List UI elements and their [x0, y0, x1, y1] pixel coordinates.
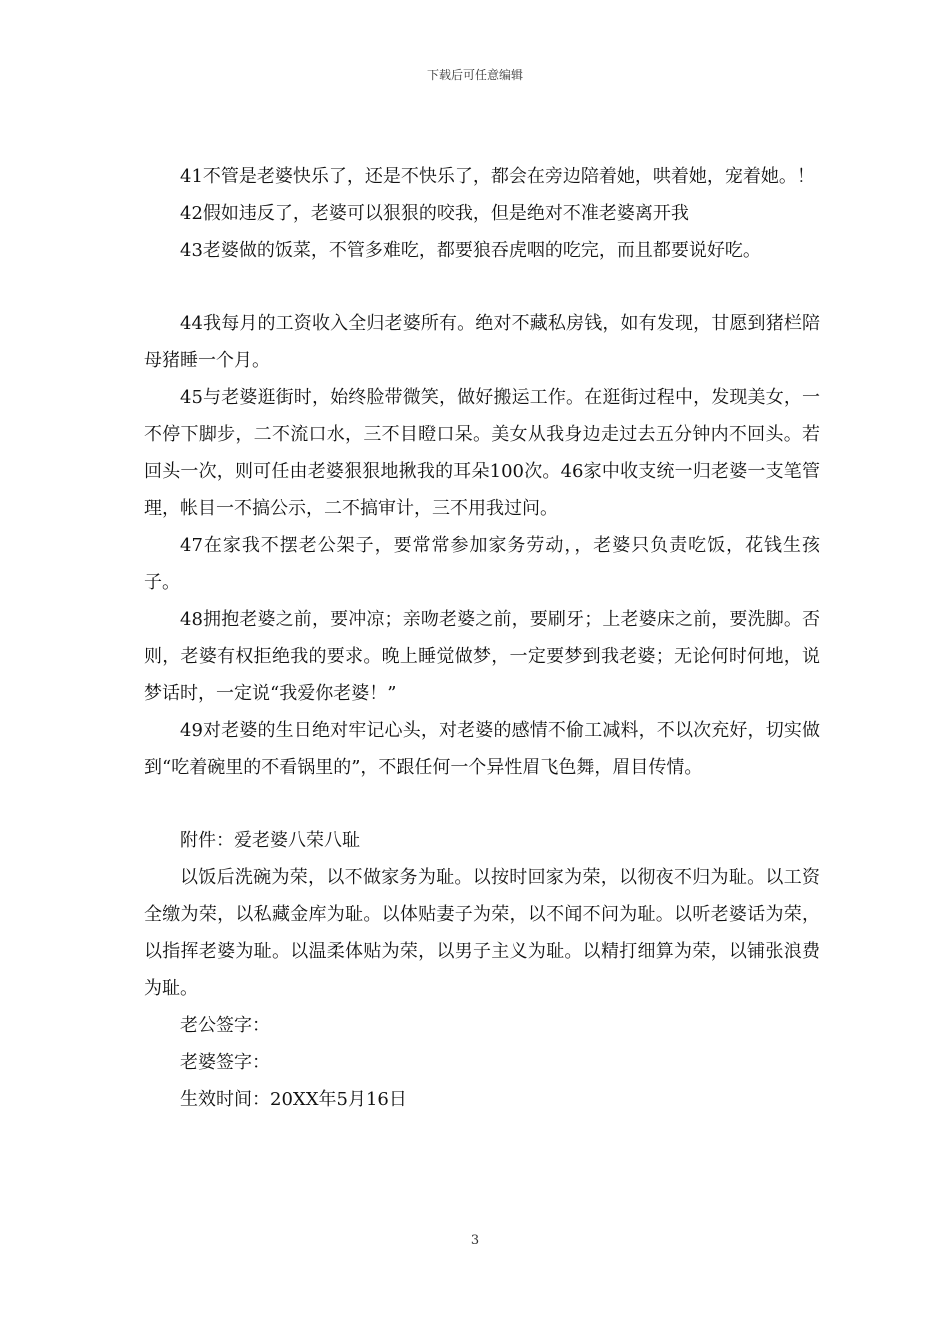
clause-45-46: 45与老婆逛街时，始终脸带微笑，做好搬运工作。在逛街过程中，发现美女，一不停下脚步，二不流口水，三不目瞪口呆。美女从我身边走过去五分钟内不回头。若回头一次，则可任由老婆狠狠地揪我的耳朵100次。46家中收支统一归老婆一支笔管理，帐目一不搞公示，二不搞审计，三不用我过问。: [144, 387, 820, 519]
clause-49: 49对老婆的生日绝对牢记心头，对老婆的感情不偷工减料，不以次充好，切实做到“吃着碗里的不看锅里的”，不跟任何一个异性眉飞色舞，眉目传情。: [144, 720, 820, 778]
document-body: [144, 158, 820, 1118]
page-header: 下载后可任意编辑: [426, 68, 523, 82]
appendix-title: 附件：爱老婆八荣八耻: [180, 830, 360, 851]
wife-signature: 老婆签字：: [180, 1052, 270, 1073]
page-number: 3: [470, 1233, 480, 1248]
clause-42: 42假如违反了，老婆可以狠狠的咬我，但是绝对不准老婆离开我: [180, 203, 689, 224]
clause-44: 44我每月的工资收入全归老婆所有。绝对不藏私房钱，如有发现，甘愿到猪栏陪母猪睡一个月。: [144, 313, 820, 371]
clause-41: 41不管是老婆快乐了，还是不快乐了，都会在旁边陪着她，哄着她，宠着她。！: [180, 166, 815, 187]
appendix-body: 以饭后洗碗为荣，以不做家务为耻。以按时回家为荣，以彻夜不归为耻。以工资全缴为荣，以私藏金库为耻。以体贴妻子为荣，以不闻不问为耻。以听老婆话为荣，以指挥老婆为耻。以温柔体贴为荣，以男子主义为耻。以精打细算为荣，以铺张浪费为耻。: [144, 867, 820, 999]
clause-47: 47在家我不摆老公架子，要常常参加家务劳动，，老婆只负责吃饭，花钱生孩子。: [144, 535, 820, 593]
effective-date: 生效时间：20XX年5月16日: [180, 1089, 407, 1110]
husband-signature: 老公签字：: [180, 1015, 270, 1036]
clause-48: 48拥抱老婆之前，要冲凉；亲吻老婆之前，要刷牙；上老婆床之前，要洗脚。否则，老婆有权拒绝我的要求。晚上睡觉做梦，一定要梦到我老婆；无论何时何地，说梦话时，一定说“我爱你老婆！”: [144, 609, 820, 704]
clause-43: 43老婆做的饭菜，不管多难吃，都要狼吞虎咽的吃完，而且都要说好吃。: [180, 240, 761, 261]
